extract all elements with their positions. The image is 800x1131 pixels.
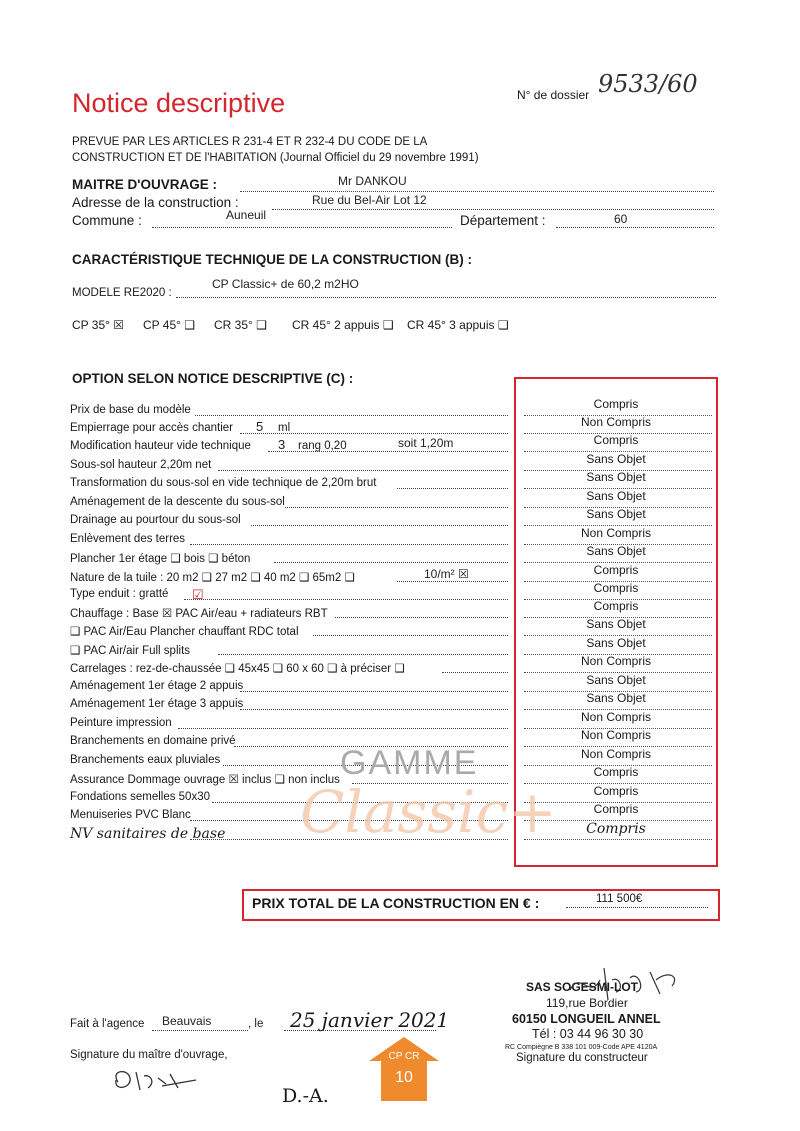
option-row-label: Branchements eaux pluviales: [70, 754, 221, 766]
checkbox-icon: ❑: [497, 318, 509, 332]
option-row-value: Compris: [593, 802, 639, 816]
option-row-dots: [184, 599, 508, 600]
option-row-label: Aménagement 1er étage 3 appuis: [70, 698, 244, 710]
option-row-dots: [285, 507, 508, 508]
option-row-value: Sans Objet: [586, 636, 646, 650]
owner-value: Mr DANKOU: [338, 174, 407, 188]
option-row-value: Non Compris: [580, 654, 652, 668]
option-row-dots: [178, 728, 508, 729]
model-value: CP Classic+ de 60,2 m2HO: [212, 277, 359, 291]
roof-option-cr45-2: CR 45° 2 appuis ❑: [292, 318, 394, 332]
option-row-value: Compris: [586, 821, 646, 837]
option-row-dots: [268, 451, 508, 452]
fait-label: Fait à l'agence: [70, 1018, 145, 1030]
option-row-dots: [190, 544, 508, 545]
watermark-classic: Classic+: [300, 778, 557, 846]
model-label: MODELE RE2020 :: [72, 287, 172, 299]
option-row-value: Sans Objet: [586, 691, 646, 705]
checkbox-icon: ❑: [256, 318, 267, 332]
option-row-label: Plancher 1er étage ❑ bois ❑ béton: [70, 553, 251, 565]
subtitle-line-1: PREVUE PAR LES ARTICLES R 231-4 ET R 232-4 DU CODE DE LA: [72, 136, 428, 148]
option-row-value: Sans Objet: [586, 673, 646, 687]
departement-dots: [556, 227, 714, 228]
option-row-label: Fondations semelles 50x30: [70, 791, 210, 803]
subtitle-line-2: CONSTRUCTION ET DE l'HABITATION (Journal Officiel du 29 novembre 1991): [72, 152, 479, 164]
option-row-value: Sans Objet: [586, 617, 646, 631]
checkbox-checked-icon: ☑: [192, 587, 204, 602]
option-row-unit: ml: [278, 422, 291, 434]
checkbox-icon: ❑: [382, 318, 394, 332]
roof-option-cr45-3: CR 45° 3 appuis ❑: [407, 318, 509, 332]
option-row-dots: [240, 691, 508, 692]
option-row-note: 10/m² ☒: [424, 567, 469, 581]
option-row-value: Compris: [593, 433, 639, 447]
le-label: , le: [248, 1018, 264, 1030]
agence-value: Beauvais: [162, 1014, 212, 1028]
departement-label: Département :: [460, 213, 546, 228]
owner-signature-icon: [100, 1062, 210, 1096]
agence-dots: [152, 1030, 248, 1031]
model-dots: [176, 297, 716, 298]
option-row-extra: 3: [278, 437, 286, 452]
option-row-label: Enlèvement des terres: [70, 533, 186, 545]
address-label: Adresse de la construction :: [72, 195, 239, 210]
dossier-label: N° de dossier: [517, 88, 590, 102]
option-row-label: Aménagement de la descente du sous-sol: [70, 496, 285, 508]
option-row-value: Sans Objet: [586, 470, 646, 484]
stamp-line-4: Tél : 03 44 96 30 30: [532, 1027, 644, 1041]
option-row-extra: 5: [256, 419, 264, 434]
stamp-line-1: SAS SOGESMI-LOT: [526, 980, 639, 994]
total-label: PRIX TOTAL DE LA CONSTRUCTION EN € :: [252, 895, 540, 911]
commune-dots: [152, 227, 452, 228]
subtitle: [72, 134, 479, 166]
option-row-value: Non Compris: [580, 415, 652, 429]
option-row-value: Compris: [593, 581, 639, 595]
address-value: Rue du Bel-Air Lot 12: [312, 193, 427, 207]
roof-option-cr35: CR 35° ❑: [214, 318, 267, 332]
owner-initials: D.-A.: [282, 1085, 329, 1107]
option-row-dots: [442, 672, 508, 673]
badge-top: CP CR: [388, 1051, 420, 1062]
option-row-label: Menuiseries PVC Blanc: [70, 809, 191, 821]
option-row-value: Non Compris: [580, 710, 652, 724]
option-row-dots: [313, 635, 508, 636]
badge-number: 10: [395, 1069, 413, 1086]
option-row-label: ❑ PAC Air/air Full splits: [70, 645, 191, 657]
commune-value: Auneuil: [226, 208, 267, 222]
option-row-value: Sans Objet: [586, 489, 646, 503]
option-row-label: Assurance Dommage ouvrage ☒ inclus ❑ non inclus: [70, 774, 340, 786]
total-dots: [566, 907, 708, 908]
roof-option-cp45: CP 45° ❑: [143, 318, 196, 332]
option-row-label: Empierrage pour accès chantier: [70, 422, 233, 434]
date-value: 25 janvier 2021: [290, 1008, 450, 1032]
options-heading: OPTION SELON NOTICE DESCRIPTIVE (C) :: [72, 371, 354, 386]
option-row-dots: [335, 617, 508, 618]
stamp-line-2: 119,rue Bordier: [546, 996, 628, 1010]
option-row-value: Compris: [593, 784, 639, 798]
dossier-number: 9533/60: [598, 70, 698, 98]
option-row-value: Non Compris: [580, 728, 652, 742]
watermark-gamme: GAMME: [340, 744, 479, 782]
roof-option-cp35: CP 35° ☒: [72, 318, 125, 332]
owner-label: MAITRE D'OUVRAGE :: [72, 177, 217, 192]
option-row-unit: rang 0,20: [298, 440, 347, 452]
option-row-dots: [195, 415, 508, 416]
checkbox-checked-icon: ☒: [113, 318, 125, 332]
option-row-dots: [218, 654, 508, 655]
option-row-label: Transformation du sous-sol en vide technique de 2,20m brut: [70, 477, 377, 489]
option-row-value: Non Compris: [580, 747, 652, 761]
builder-signature-icon: [560, 960, 690, 1010]
option-row-label: ❑ PAC Air/Eau Plancher chauffant RDC total: [70, 626, 299, 638]
address-dots: [272, 209, 714, 210]
option-row-value: Compris: [593, 563, 639, 577]
option-row-value: Compris: [593, 765, 639, 779]
option-row-label: Nature de la tuile : 20 m2 ❑ 27 m2 ❑ 40 m2 ❑ 65m2 ❑: [70, 572, 355, 584]
commune-label: Commune :: [72, 213, 142, 228]
option-row-dots: [274, 562, 508, 563]
option-row-label: Type enduit : gratté: [70, 588, 169, 600]
option-row-dots: [240, 433, 508, 434]
tech-heading: CARACTÉRISTIQUE TECHNIQUE DE LA CONSTRUCTION (B) :: [72, 252, 472, 267]
option-row-label: Branchements en domaine privé: [70, 735, 236, 747]
owner-signature-label: Signature du maître d'ouvrage,: [70, 1049, 228, 1061]
option-row-dots: [397, 581, 508, 582]
option-row-value: Sans Objet: [586, 544, 646, 558]
option-row-value: Sans Objet: [586, 507, 646, 521]
option-row-label: Drainage au pourtour du sous-sol: [70, 514, 241, 526]
option-row-label: Aménagement 1er étage 2 appuis: [70, 680, 244, 692]
option-row-label: NV sanitaires de base: [70, 826, 226, 842]
option-row-label: Chauffage : Base ☒ PAC Air/eau + radiateurs RBT: [70, 608, 328, 620]
option-row-value: Compris: [593, 599, 639, 613]
stamp-line-5: RC Compiègne B 338 101 009-Code APE 4120A: [505, 1044, 658, 1051]
option-row-note: soit 1,20m: [398, 436, 454, 450]
owner-dots: [240, 191, 714, 192]
total-value: 111 500€: [596, 893, 643, 905]
option-row-label: Carrelages : rez-de-chaussée ❑ 45x45 ❑ 60 x 60 ❑ à préciser ❑: [70, 663, 405, 675]
option-row-value: Non Compris: [580, 526, 652, 540]
option-row-label: Modification hauteur vide technique: [70, 440, 251, 452]
option-row-dots: [240, 709, 508, 710]
option-row-dots: [218, 470, 508, 471]
option-row-label: Sous-sol hauteur 2,20m net: [70, 459, 212, 471]
builder-signature-label: Signature du constructeur: [516, 1052, 648, 1064]
stamp-line-3: 60150 LONGUEIL ANNEL: [512, 1012, 661, 1026]
option-row-value: Sans Objet: [586, 452, 646, 466]
option-row-value: Compris: [593, 397, 639, 411]
checkbox-icon: ❑: [184, 318, 196, 332]
option-row-label: Prix de base du modèle: [70, 404, 191, 416]
option-row-dots: [251, 525, 508, 526]
option-row-dots: [397, 488, 508, 489]
document-title: Notice descriptive: [72, 88, 286, 118]
departement-value: 60: [614, 212, 628, 226]
option-row-label: Peinture impression: [70, 717, 172, 729]
